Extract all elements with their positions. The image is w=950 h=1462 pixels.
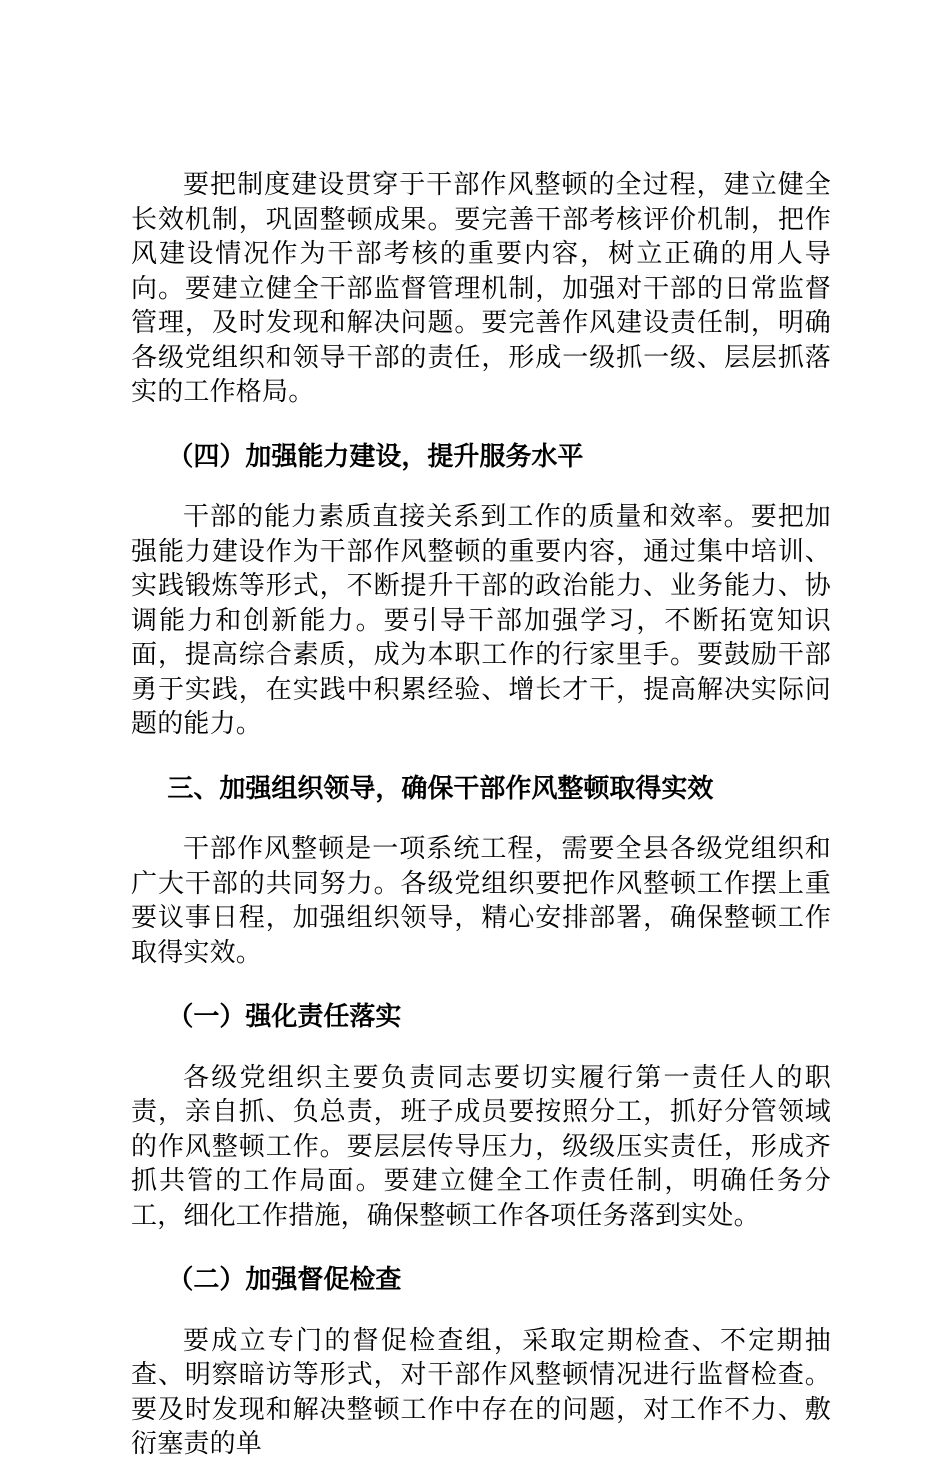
document-page [131, 168, 831, 1462]
heading-organizational-leadership: 三、加强组织领导，确保干部作风整顿取得实效 [167, 773, 714, 804]
heading-responsibility: （一）强化责任落实 [167, 1002, 402, 1032]
heading-supervision: （二）加强督促检查 [167, 1265, 402, 1295]
heading-capacity-building: （四）加强能力建设，提升服务水平 [167, 441, 584, 472]
paragraph-institution-building: 要把制度建设贯穿于干部作风整顿的全过程，建立健全长效机制，巩固整顿成果。要完善干部考核评价机制，把作风建设情况作为干部考核的重要内容，树立正确的用人导向。要建立健全干部监督管理机制，加强对干部的日常监督管理，及时发现和解决问题。要完善作风建设责任制，明确各级党组织和领导干部的责任，形成一级抓一级、层层抓落实的工作格局。 [131, 170, 831, 407]
paragraph-responsibility: 各级党组织主要负责同志要切实履行第一责任人的职责，亲自抓、负总责，班子成员要按照分工，抓好分管领域的作风整顿工作。要层层传导压力，级级压实责任，形成齐抓共管的工作局面。要建立健全工作责任制，明确任务分工，细化工作措施，确保整顿工作各项任务落到实处。 [131, 1062, 831, 1231]
paragraph-capacity-building: 干部的能力素质直接关系到工作的质量和效率。要把加强能力建设作为干部作风整顿的重要内容，通过集中培训、实践锻炼等形式，不断提升干部的政治能力、业务能力、协调能力和创新能力。要引导干部加强学习，不断拓宽知识面，提高综合素质，成为本职工作的行家里手。要鼓励干部勇于实践，在实践中积累经验、增长才干，提高解决实际问题的能力。 [131, 502, 831, 739]
paragraph-supervision: 要成立专门的督促检查组，采取定期检查、不定期抽查、明察暗访等形式，对干部作风整顿情况进行监督检查。要及时发现和解决整顿工作中存在的问题，对工作不力、敷衍塞责的单 [131, 1325, 831, 1459]
paragraph-organizational-leadership: 干部作风整顿是一项系统工程，需要全县各级党组织和广大干部的共同努力。各级党组织要把作风整顿工作摆上重要议事日程，加强组织领导，精心安排部署，确保整顿工作取得实效。 [131, 834, 831, 968]
